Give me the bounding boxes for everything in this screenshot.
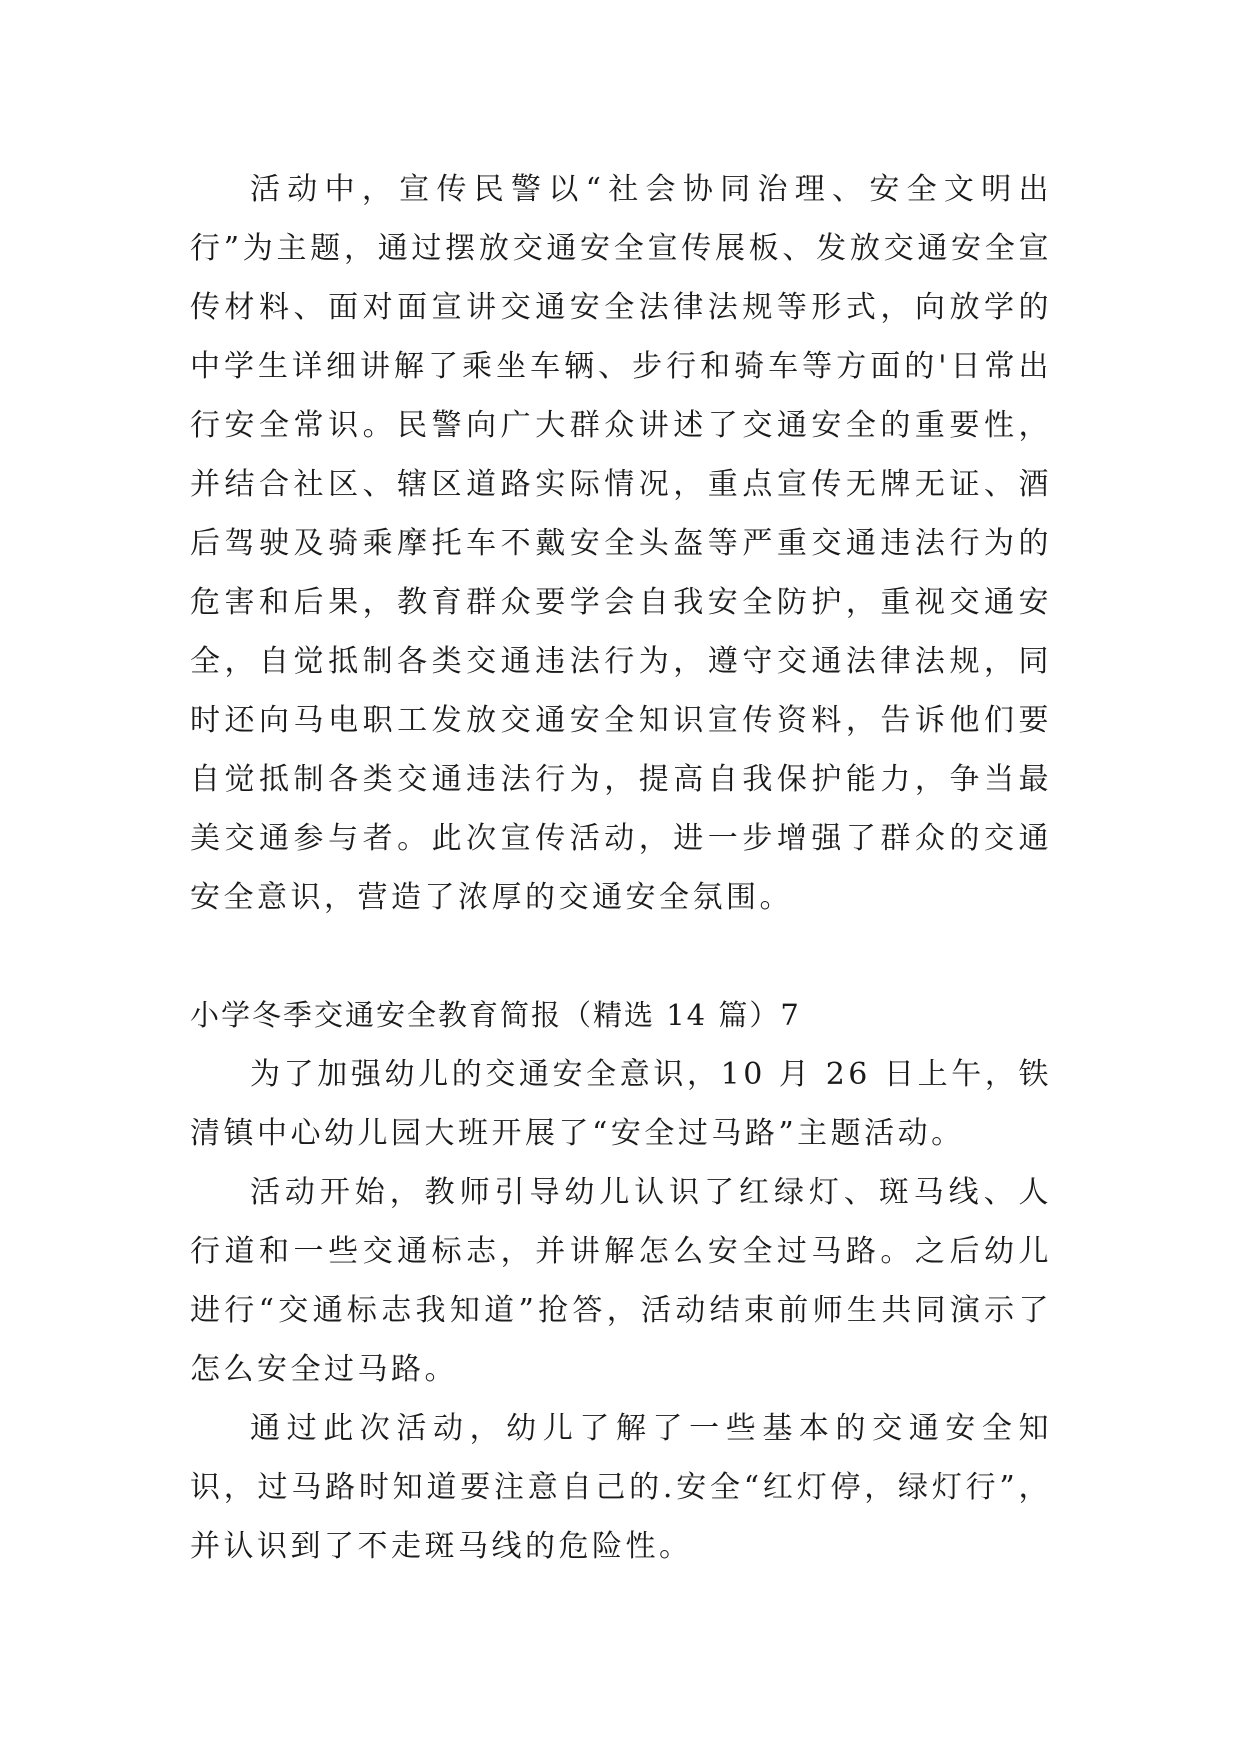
paragraph-kindergarten-intro: 为了加强幼儿的交通安全意识，10 月 26 日上午，铁清镇中心幼儿园大班开展了“安全过马路”主题活动。 bbox=[190, 1057, 1052, 1151]
section-heading: 小学冬季交通安全教育简报（精选 14 篇）7 bbox=[190, 998, 801, 1032]
document-body bbox=[190, 160, 1052, 1576]
paragraph-traffic-campaign: 活动中，宣传民警以“社会协同治理、安全文明出行”为主题，通过摆放交通安全宣传展板、发放交通安全宣传材料、面对面宣讲交通安全法律法规等形式，向放学的中学生详细讲解了乘坐车辆、步行和骑车等方面的'日常出行安全常识。民警向广大群众讲述了交通安全的重要性，并结合社区、辖区道路实际情况，重点宣传无牌无证、酒后驾驶及骑乘摩托车不戴安全头盔等严重交通违法行为的危害和后果，教育群众要学会自我安全防护，重视交通安全，自觉抵制各类交通违法行为，遵守交通法律法规，同时还向马电职工发放交通安全知识宣传资料，告诉他们要自觉抵制各类交通违法行为，提高自我保护能力，争当最美交通参与者。此次宣传活动，进一步增强了群众的交通安全意识，营造了浓厚的交通安全氛围。 bbox=[190, 172, 1052, 915]
section-spacer bbox=[190, 927, 1052, 986]
paragraph-activity-start: 活动开始，教师引导幼儿认识了红绿灯、斑马线、人行道和一些交通标志，并讲解怎么安全过马路。之后幼儿进行“交通标志我知道”抢答，活动结束前师生共同演示了怎么安全过马路。 bbox=[190, 1175, 1052, 1387]
paragraph-activity-result: 通过此次活动，幼儿了解了一些基本的交通安全知识，过马路时知道要注意自己的.安全“红灯停，绿灯行”，并认识到了不走斑马线的危险性。 bbox=[190, 1411, 1052, 1564]
